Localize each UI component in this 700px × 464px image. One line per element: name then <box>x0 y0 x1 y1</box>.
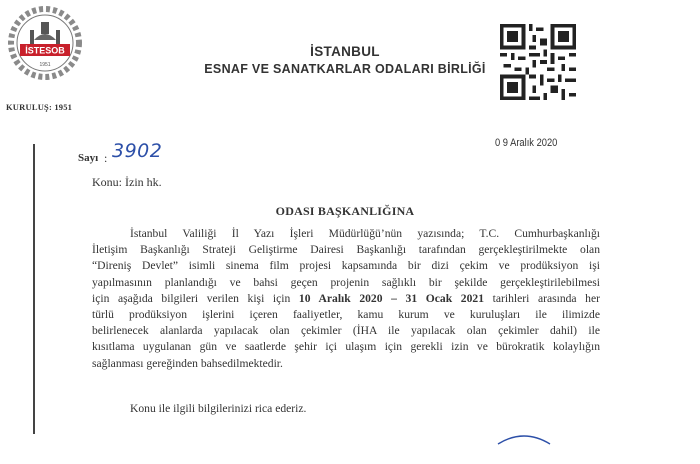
logo-text: İSTESOB <box>25 45 65 56</box>
org-title-line1: İSTANBUL <box>310 44 380 59</box>
document-date: 0 9 Aralık 2020 <box>495 137 558 149</box>
body-line-5-a: için aşağıda bilgileri verilen kişi için <box>92 291 299 305</box>
signature-stamp-icon <box>494 424 554 464</box>
body-line-6: türlü prodüksiyon işlerini içeren faaliyetler, kamu kurum ve kuruluşları ile ilimizde <box>92 307 600 321</box>
body-line-7: belirlenecek alanlarda yapılacak olan çekimler (İHA ile yapılacak olan çekimler dahil) ile <box>92 324 600 338</box>
body-line-1: İstanbul Valiliği İl Yazı İşleri Müdürlüğü’nün yazısında; T.C. Cumhurbaşkanlığı <box>130 227 600 240</box>
closing-line: Konu ile ilgili bilgilerinizi rica ederiz. <box>130 402 307 415</box>
body-line-5 <box>92 291 600 307</box>
body-line-2: İletişim Başkanlığı Strateji Geliştirme Dairesi Başkanlığı tarafından gerçekleştirilmekte olan <box>92 243 600 257</box>
sayi-colon: : <box>104 151 108 165</box>
body-line-3: “Direniş Devlet” isimli sinema film projesi kapsamında bir dizi çekim ve prodüksiyon işi <box>92 259 600 273</box>
subject-line: Konu: İzin hk. <box>92 175 162 189</box>
body-line-4: yapılmasının planlandığı ve bahsi geçen projenin sağlıklı bir şekilde gerçekleştirilebilmesi <box>92 275 600 289</box>
body-line-8: kısıtlama uygulanan gün ve saatlerde şehir içi ulaşım için gerekli izin ve bürokratik kolaylığın <box>92 340 600 354</box>
sayi-label: Sayı <box>78 152 99 164</box>
qr-code-icon <box>500 24 576 100</box>
date-range-bold: 10 Aralık 2020 – 31 Ocak 2021 <box>298 291 484 305</box>
istesob-logo-icon <box>8 6 82 80</box>
body-line-9: sağlanması gereğinden bahsedilmektedir. <box>92 356 283 370</box>
founded-label: KURULUŞ: 1951 <box>6 102 73 112</box>
body-line-5-b: tarihleri arasında her <box>484 291 600 305</box>
logo-year: 1951 <box>39 62 51 68</box>
letter-body <box>92 226 600 372</box>
sayi-number-handwritten: 3902 <box>112 140 163 162</box>
recipient-heading: ODASI BAŞKANLIĞINA <box>275 204 415 218</box>
org-title-line2: ESNAF VE SANATKARLAR ODALARI BİRLİĞİ <box>204 62 486 76</box>
margin-line <box>33 144 35 434</box>
